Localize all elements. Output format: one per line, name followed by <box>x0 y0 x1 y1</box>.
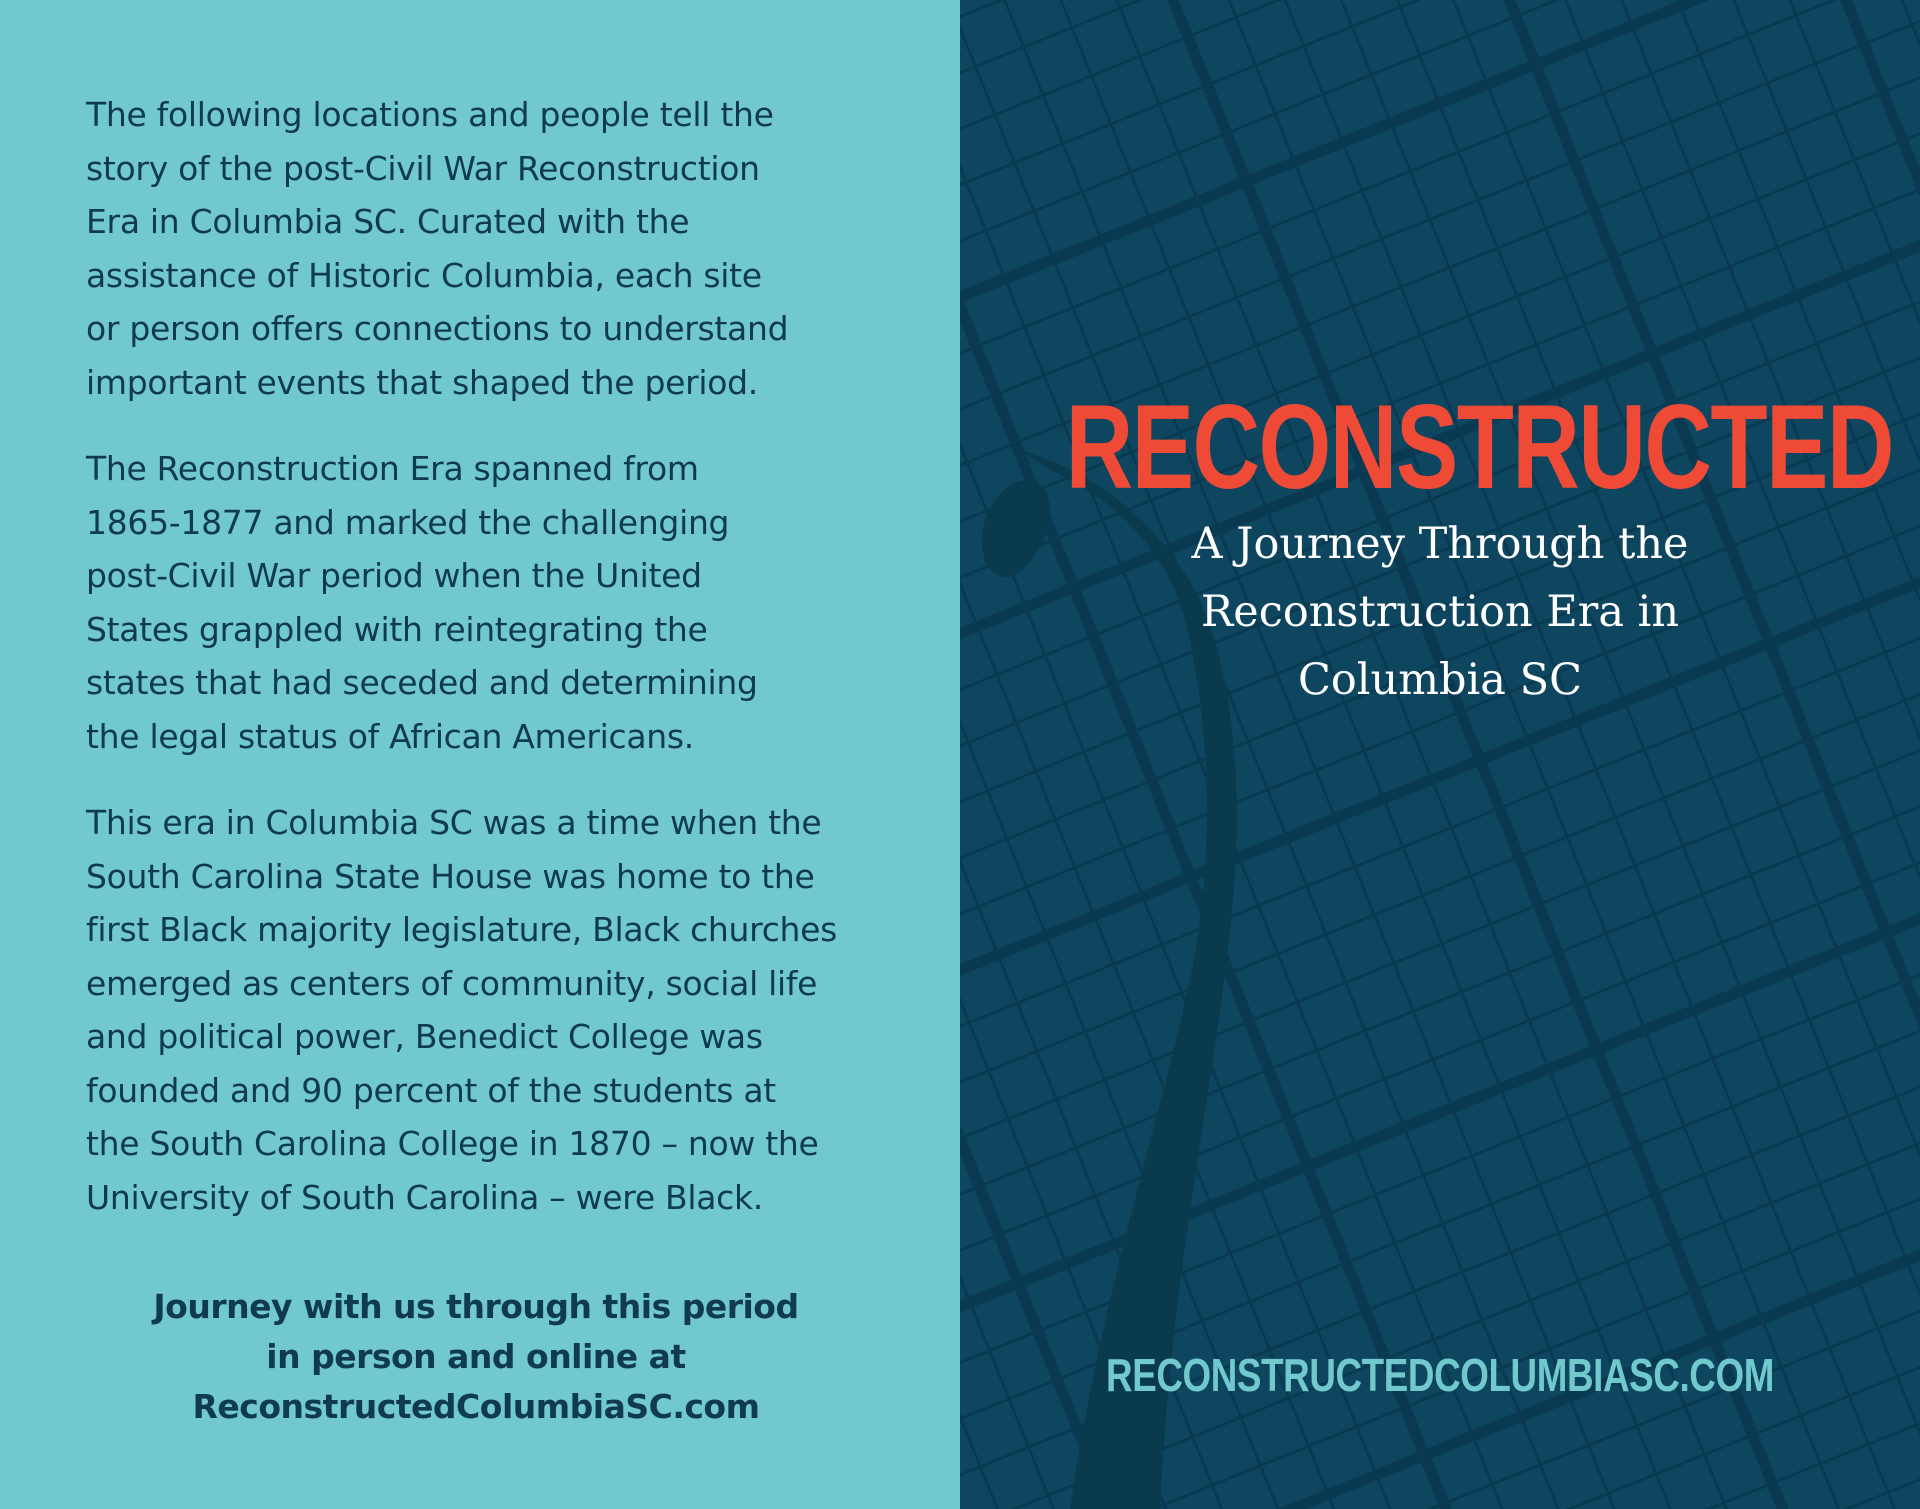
website-url: RECONSTRUCTEDCOLUMBIASC.COM <box>1106 1349 1774 1401</box>
closing-statement: Journey with us through this period in person and online at ReconstructedColumbiaSC.com <box>153 1287 799 1426</box>
columbia-paragraph: This era in Columbia SC was a time when the South Carolina State House was home to the first Black majority legislature, Black churches emerged as centers of community, social life and political power, Benedict College was founded and 90 percent of the students at the South Carolina College in 1870 – now the University of South Carolina – were Black. <box>86 803 838 1217</box>
street-line <box>960 0 992 1509</box>
street-line <box>960 0 1619 1509</box>
street-line <box>960 0 1920 176</box>
street-line <box>1245 0 1920 1509</box>
street-line <box>1631 0 1920 1509</box>
intro-paragraph: The following locations and people tell the story of the post-Civil War Reconstruction Era in Columbia SC. Curated with the assistance of Historic Columbia, each site or person offers connections to understand important events that shaped the period. <box>86 95 789 402</box>
street-line <box>1727 0 1920 1509</box>
street-line <box>960 0 1812 1509</box>
street-line <box>960 0 1920 79</box>
subtitle: A Journey Through the Reconstruction Era in Columbia SC <box>1191 519 1689 705</box>
street-line <box>960 0 1137 1509</box>
street-line <box>960 0 1667 1509</box>
title: RECONSTRUCTED <box>1065 380 1893 514</box>
era-paragraph: The Reconstruction Era spanned from 1865-1877 and marked the challenging post-Civil War period when the United States grappled with reintegrating the states that had seceded and determining the legal status of African Americans. <box>86 449 758 756</box>
street-line <box>960 0 1920 417</box>
street-map-background <box>960 0 1920 1509</box>
major-roads <box>960 0 1920 1509</box>
street-grid <box>960 0 1920 1509</box>
street-line <box>960 0 1920 1509</box>
street-line <box>960 0 1920 1509</box>
right-panel <box>960 0 1920 1509</box>
